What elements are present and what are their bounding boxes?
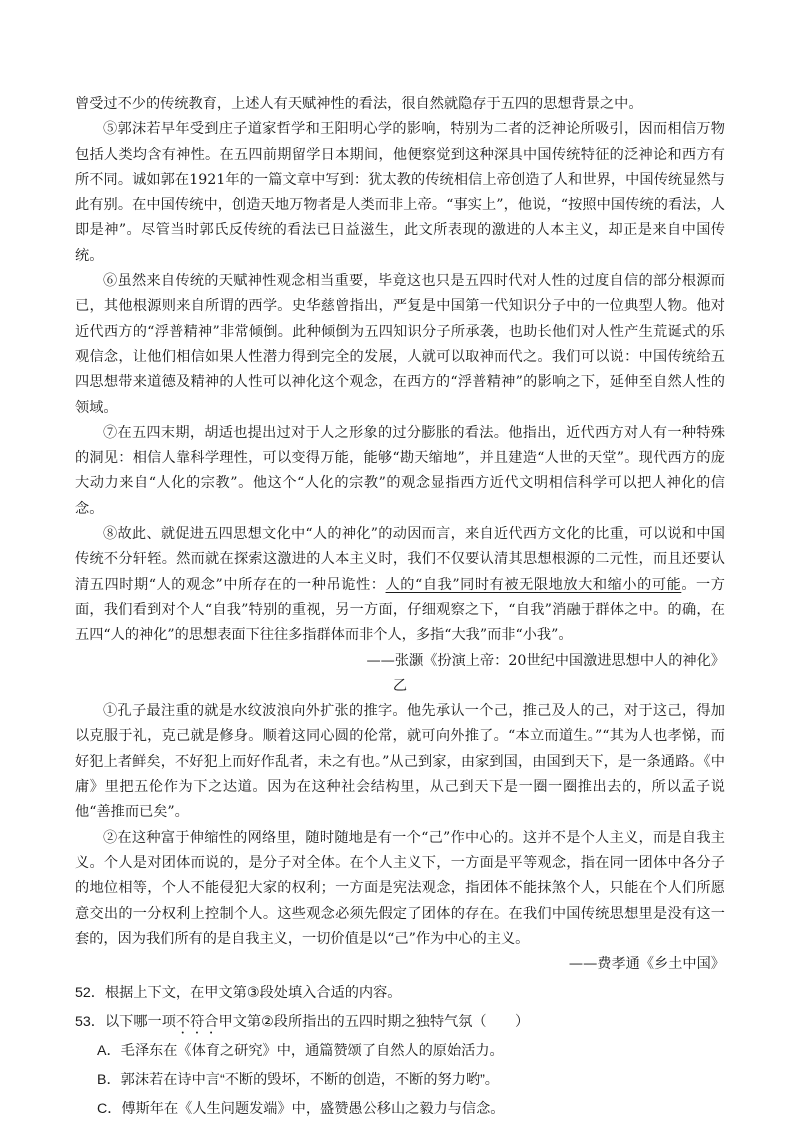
source-citation-jia: ——张灏《扮演上帝：20世纪中国激进思想中人的神化》 bbox=[366, 652, 725, 669]
question-52: 52．根据上下文，在甲文第③段处填入合适的内容。 bbox=[75, 985, 402, 1002]
paragraph-yi-2: ②在这种富于伸缩性的网络里，随时随地是有一个“己”作中心的。这并不是个人主义，而是自我主义。个人是对团体而说的，是分子对全体。在个人主义下，一方面是平等观念，指在同一团体中各分子的地位相等，个人不能侵犯大家的权利；一方面是宪法观念，指团体不能抹煞个人，只能在个人们所愿意交出的一分权利上控制个人。这些观念必须先假定了团体的存在。在我们中国传统思想里是没有这一套的，因为我们所有的是自我主义，一切价值是以“己”作为中心的主义。 bbox=[75, 829, 725, 947]
paragraph-6: ⑥虽然来自传统的天赋神性观念相当重要，毕竟这也只是五四时代对人性的过度自信的部分根源而已，其他根源则来自所谓的西学。史华慈曾指出，严复是中国第一代知识分子中的一位典型人物。他对近代西方的“浮普精神”非常倾倒。此种倾倒为五四知识分子所承袭，也助长他们对人性产生荒诞式的乐观信念，让他们相信如果人性潜力得到完全的发展，人就可以取神而代之。我们可以说：中国传统给五四思想带来道德及精神的人性可以神化这个观念，在西方的“浮普精神”的影响之下，延伸至自然人性的领域。 bbox=[75, 273, 725, 416]
emphasized-phrase: 不符合 bbox=[175, 1014, 219, 1031]
document-page bbox=[75, 92, 725, 1124]
option-a: A．毛泽东在《体育之研究》中，通篇赞颂了自然人的原始活力。 bbox=[97, 1043, 504, 1060]
question-53 bbox=[75, 1008, 725, 1037]
paragraph-continued: 曾受过不少的传统教育，上述人有天赋神性的看法，很自然就隐存于五四的思想背景之中。 bbox=[75, 96, 643, 112]
option-c: C．傅斯年在《人生问题发端》中，盛赞愚公移山之毅力与信念。 bbox=[97, 1101, 505, 1118]
option-b: B．郭沫若在诗中言“不断的毁坏，不断的创造，不断的努力哟”。 bbox=[97, 1072, 499, 1089]
paragraph-8 bbox=[75, 522, 725, 648]
question-53-suffix: 甲文第②段所指出的五四时期之独特气氛（ ） bbox=[218, 1014, 530, 1031]
underlined-sentence: 人的“自我”同时有被无限地放大和缩小的可能 bbox=[385, 576, 682, 593]
paragraph-5: ⑤郭沫若早年受到庄子道家哲学和王阳明心学的影响，特别为二者的泛神论所吸引，因而相信万物包括人类均含有神性。在五四前期留学日本期间，他便察觉到这种深具中国传统特征的泛神论和西方有所不同。诚如郭在1921年的一篇文章中写到：犹太教的传统相信上帝创造了人和世界，中国传统显然与此有别。在中国传统中，创造天地万物者是人类而非上帝。“事实上”，他说，“按照中国传统的看法，人即是神”。尽管当时郭氏反传统的看法已日益滋生，此文所表现的激进的人本主义，却正是来自中国传统。 bbox=[75, 121, 725, 264]
paragraph-7: ⑦在五四末期，胡适也提出过对于人之形象的过分膨胀的看法。他指出，近代西方对人有一种特殊的洞见：相信人靠科学理性，可以变得万能，能够“勘天缩地”，并且建造“人世的天堂”。现代西方的庞大动力来自“人化的宗教”。他这个“人化的宗教”的观念显指西方近代文明相信科学可以把人神化的信念。 bbox=[75, 424, 725, 517]
passage-heading-yi: 乙 bbox=[392, 677, 408, 694]
question-53-prefix: 53．以下哪一项 bbox=[75, 1014, 176, 1031]
source-citation-yi: ——费孝通《乡土中国》 bbox=[568, 956, 725, 973]
paragraph-8-part-b: 。一方面，我们看到对个人“自我”特别的重视，另一方面，仔细观察之下，“自我”消融于群体之中。的确，在五四“人的神化”的思想表面下往往多指群体而非个人，多指“大我”而非“小我”。 bbox=[75, 576, 725, 644]
paragraph-yi-1: ①孔子最注重的就是水纹波浪向外扩张的推字。他先承认一个己，推己及人的己，对于这己，得加以克服于礼，克己就是修身。顺着这同心圆的伦常，就可向外推了。“本立而道生。”“其为人也孝悌，而好犯上者鲜矣，不好犯上而好作乱者，未之有也。”从己到家，由家到国，由国到天下，是一条通路。《中庸》里把五伦作为下之达道。因为在这种社会结构里，从己到天下是一圈一圈推出去的，所以孟子说他“善推而已矣”。 bbox=[75, 703, 725, 821]
paragraph-8-part-a: ⑧故此、就促进五四思想文化中“人的神化”的动因而言，来自近代西方文化的比重，可以说和中国传统不分轩轾。然而就在探索这激进的人本主义时，我们不仅要认清其思想根源的二元性，而且还要认清五四时期“人的观念”中所存在的一种吊诡性： bbox=[75, 526, 725, 593]
